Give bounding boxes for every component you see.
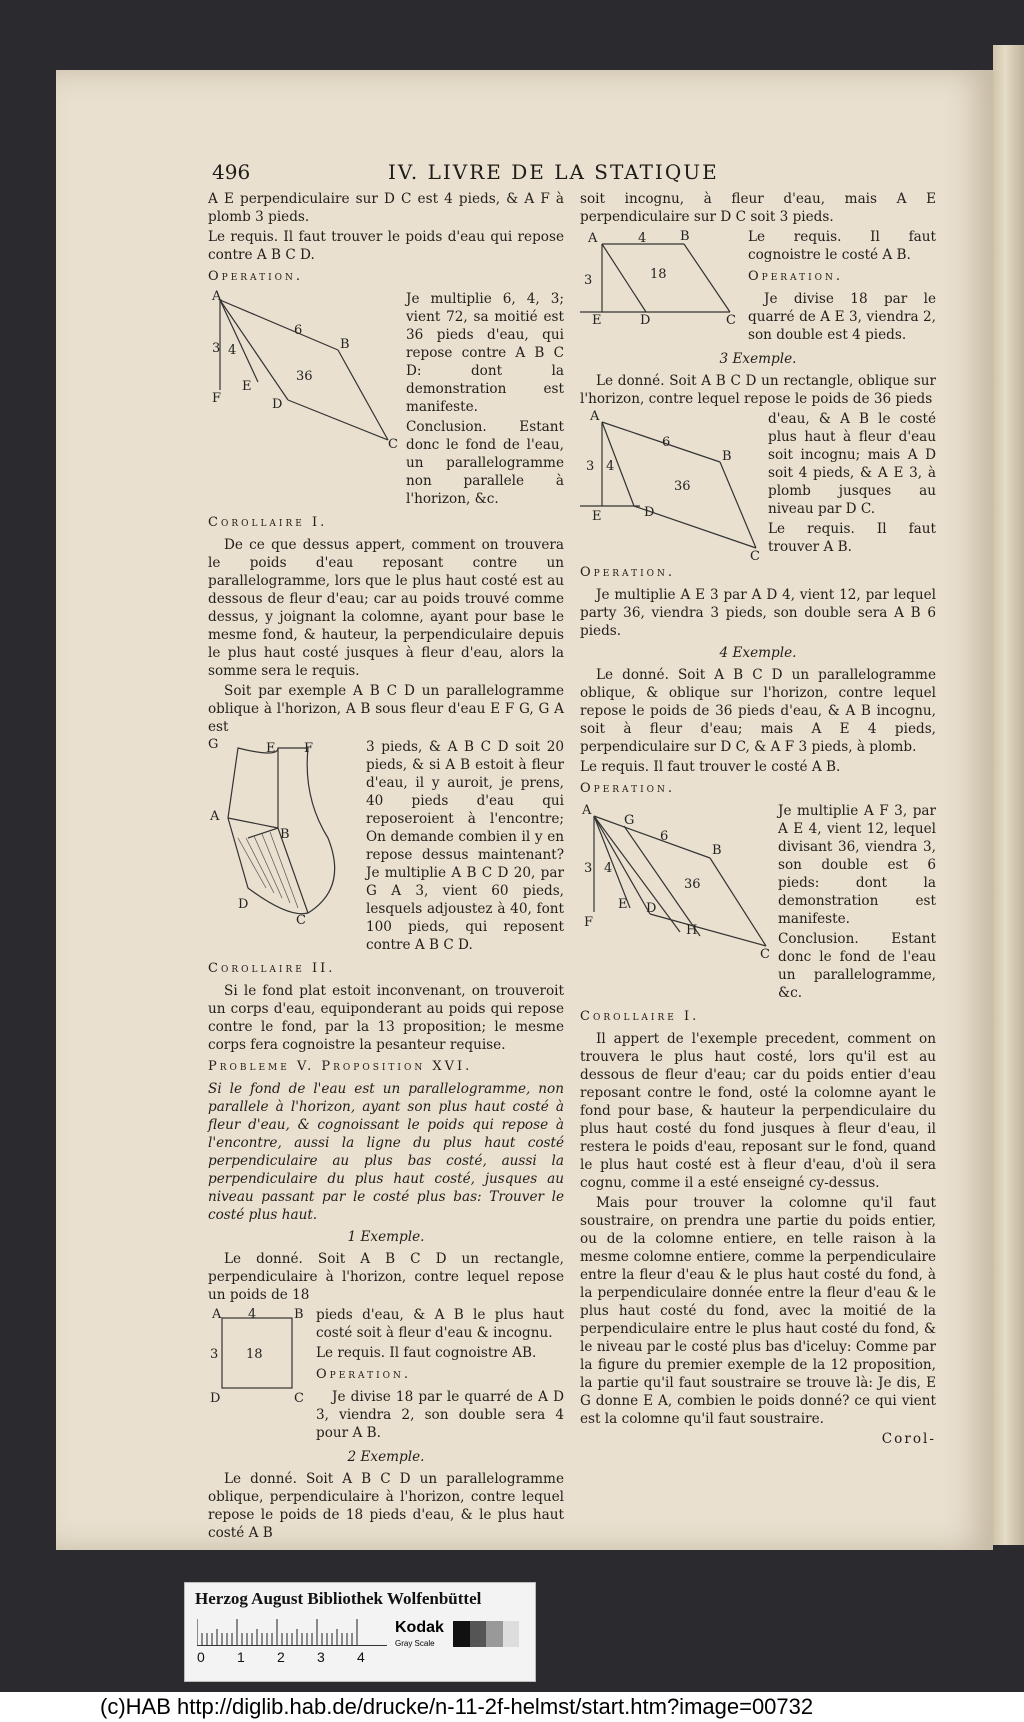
svg-text:D: D [640,313,651,324]
svg-text:E: E [592,313,602,324]
right-column [580,190,936,1450]
svg-text:E: E [618,897,628,912]
svg-text:B: B [294,1307,304,1322]
svg-text:3: 3 [210,1347,219,1362]
section-heading: Corollaire I. [208,515,328,530]
paragraph: Le requis. Il faut trouver le poids d'eau qui repose contre A B C D. [208,229,564,263]
scale-ruler [197,1619,387,1646]
svg-text:E: E [592,509,602,524]
figure-oblique-parallelogram [580,802,770,962]
paragraph: Le requis. Il faut cognoistre le costé A B. [748,229,936,263]
library-name: Herzog August Bibliothek Wolfenbüttel [195,1589,482,1608]
svg-text:6: 6 [662,435,671,450]
catchword: Corol- [881,1431,936,1447]
svg-text:G: G [624,813,635,828]
svg-text:6: 6 [660,829,669,844]
ruler-label: 0 [197,1649,205,1665]
svg-text:36: 36 [296,369,313,384]
paragraph: Conclusion. Estant donc le fond de l'eau un parallelogramme, &c. [778,931,936,1001]
problem-heading: Probleme V. Proposition XVI. [208,1059,473,1074]
svg-text:6: 6 [294,323,303,338]
figure-row [208,290,564,510]
svg-text:A: A [582,803,592,818]
figure-water-vessel [208,738,358,928]
svg-text:D: D [272,397,283,412]
paragraph: Il appert de l'exemple precedent, comment on trouvera le plus haut costé, lors qu'il est au dessous de fleur d'eau; car du poids entier d'eau reposant contre le fond, osté la colomne ayant le fond pour base, & hauteur la perpendiculaire du plus haut costé du fond jusques à fleur d'eau, il restera le poids d'eau, reposant sur le fond, quand le plus haut costé est à fleur d'eau, d'où il sera cognu, comme il a esté enseigné cy-dessus. [580,1031,936,1191]
svg-text:C: C [760,947,770,962]
figure-row [580,410,936,560]
svg-text:4: 4 [638,231,647,246]
paragraph: Le donné. Soit A B C D un rectangle, oblique sur l'horizon, contre lequel repose le poids de 36 pieds [580,373,936,407]
paragraph: Soit par exemple A B C D un parallelogramme oblique à l'horizon, A B sous fleur d'eau E F G, G A est [208,683,564,735]
svg-text:B: B [712,843,722,858]
svg-text:B: B [722,449,732,464]
svg-text:3: 3 [212,341,221,356]
svg-text:D: D [644,505,655,520]
figure-oblique-rectangle [580,410,760,560]
problem-statement: Si le fond de l'eau est un parallelogramme, non parallele à l'horizon, ayant son plus haut costé à fleur d'eau, & cognoissant le poids qui repose à l'encontre, aussi la ligne du plus haut costé perpendiculaire au plus bas costé, aussi la perpendiculaire du plus haut costé, jusques au niveau passant par le costé plus bas: Trouver le costé plus haut. [208,1081,564,1223]
svg-text:F: F [584,915,594,930]
svg-text:A: A [590,410,600,424]
svg-text:D: D [646,901,657,916]
library-color-card [184,1582,536,1682]
page-number: 496 [212,160,251,184]
svg-text:C: C [750,549,760,560]
figure-row [580,802,936,1004]
example-heading: 1 Exemple. [347,1229,425,1245]
svg-text:3: 3 [584,273,593,288]
section-heading: Corollaire II. [208,961,336,976]
paragraph: Si le fond plat estoit inconvenant, on trouveroit un corps d'eau, equiponderant au poids qui repose contre le fond, par la 13 proposition; le mesme corps fera cognoistre la pesanteur requise. [208,983,564,1053]
section-heading: Operation. [580,781,676,796]
svg-text:B: B [280,827,290,842]
ruler-label: 2 [277,1649,285,1665]
svg-text:D: D [238,897,249,912]
example-heading: 4 Exemple. [719,645,797,661]
svg-text:E: E [266,741,276,756]
paragraph: Le requis. Il faut trouver A B. [768,521,936,555]
svg-text:18: 18 [246,1347,263,1362]
svg-text:36: 36 [684,877,701,892]
svg-text:C: C [726,313,736,324]
svg-text:H: H [686,923,698,938]
figure-trapezoid [580,228,740,324]
svg-text:B: B [340,337,350,352]
paragraph: Mais pour trouver la colomne qu'il faut soustraire, on prendra une partie du poids entier, ou de la colomne entiere, en telle raison à la mesme colomne entiere, comme la perpendiculaire entre la fleur d'eau & le plus haut costé du fond, à la perpendiculaire donnée entre la fleur d'eau & le plus haut costé du fond, avec la moitié de la perpendiculaire entre le plus haut costé du fond, & le niveau par le costé plus bas d'iceluy: Comme par la figure du premier exemple de la 12 proposition, la partie qu'il faut soustraire se trouve là: Je dis, E G donne E A, combien le poids donné? ce qui vient est la colomne qu'il faut soustraire. [580,1195,936,1427]
svg-text:36: 36 [674,479,691,494]
page-edge [993,45,1024,1545]
paragraph: Je multiplie A E 3 par A D 4, vient 12, par lequel party 36, viendra 3 pieds, son double sera A B 6 pieds. [580,587,936,639]
ruler-label: 3 [317,1649,325,1665]
svg-text:A: A [588,231,598,246]
section-heading: Operation. [748,269,844,284]
paragraph: soit incognu, à fleur d'eau, mais A E perpendiculaire sur D C soit 3 pieds. [580,191,936,225]
svg-text:G: G [208,738,219,752]
copyright-url: (c)HAB http://diglib.hab.de/drucke/n-11-2f-helmst/start.htm?image=00732 [100,1694,814,1719]
figure-parallelogram-1 [208,290,398,450]
paragraph: Je multiplie 6, 4, 3; vient 72, sa moitié est 36 pieds d'eau, qui repose contre A B C D: dont la demonstration est manifeste. [406,291,564,415]
svg-text:4: 4 [228,343,237,358]
svg-text:C: C [388,437,398,450]
gray-scale-label: Gray Scale [395,1639,435,1648]
paragraph: Le donné. Soit A B C D un rectangle, perpendiculaire à l'horizon, contre lequel repose un poids de 18 [208,1251,564,1303]
svg-text:18: 18 [650,267,667,282]
section-heading: Operation. [580,565,676,580]
svg-text:3: 3 [586,459,595,474]
svg-text:F: F [212,391,222,406]
paragraph: 3 pieds, & A B C D soit 20 pieds, & si A B estoit à fleur d'eau, il y auroit, je prens, 40 pieds d'eau qui reposeroient à l'encontre; On demande combien il y en repose dessus maintenant? Je multiplie A B C D 20, par G A 3, vient 60 pieds, lesquels adjoustez à 40, font 100 pieds, qui reposent contre A B C D. [366,739,564,953]
svg-text:4: 4 [248,1307,257,1322]
svg-text:C: C [296,913,306,928]
paragraph: De ce que dessus appert, comment on trouvera le poids d'eau reposant contre un parallelogramme, lors que le plus haut costé est au dessous de fleur d'eau; car au poids trouvé comme dessus, y joignant la colomne, ayant pour base le mesme fond, & hauteur, la perpendiculaire depuis le plus haut costé jusques à fleur d'eau, alors la somme sera le requis. [208,537,564,679]
section-heading: Operation. [208,269,304,284]
left-column [208,190,564,1544]
svg-text:F: F [304,741,314,756]
example-heading: 2 Exemple. [347,1449,425,1465]
figure-row [208,1306,564,1444]
section-heading: Corollaire I. [580,1009,700,1024]
svg-text:4: 4 [604,861,613,876]
paragraph: Le donné. Soit A B C D un parallelogramme oblique, & oblique sur l'horizon, contre lequel repose le poids de 36 pieds d'eau, & A B incognu, soit à fleur d'eau; mais A E 4 pieds, perpendiculaire sur D C, & A F 3 pieds, à plomb. [580,667,936,755]
paragraph: Le requis. Il faut trouver le costé A B. [580,759,841,775]
svg-text:E: E [242,379,252,394]
paragraph: Je multiplie A F 3, par A E 4, vient 12, lequel divisant 36, viendra 3, son double est 6 pieds: dont la demonstration est manifeste. [778,803,936,927]
svg-text:B: B [680,229,690,244]
paragraph: Conclusion. Estant donc le fond de l'eau, un parallelogramme non parallele à l'horizon, &c. [406,419,564,507]
paragraph: Le donné. Soit A B C D un parallelogramme oblique, perpendiculaire à l'horizon, contre lequel repose le poids de 18 pieds d'eau, & le plus haut costé A B [208,1471,564,1541]
paragraph: d'eau, & A B le costé plus haut à fleur d'eau soit incognu; mais A D soit 4 pieds, & A E 3, à plomb jusques au niveau par D C. [768,411,936,517]
paragraph: A E perpendiculaire sur D C est 4 pieds, & A F à plomb 3 pieds. [208,191,564,225]
running-head: IV. LIVRE DE LA STATIQUE [388,160,719,184]
gray-scale-patches [453,1621,519,1647]
svg-text:A: A [212,290,222,304]
figure-row [580,228,936,346]
svg-text:3: 3 [584,861,593,876]
svg-text:D: D [210,1391,221,1402]
paragraph: Je divise 18 par le quarré de A D 3, viendra 2, son double sera 4 pour A B. [316,1389,564,1441]
paragraph: pieds d'eau, & A B le plus haut costé soit à fleur d'eau & incognu. [316,1307,564,1341]
svg-text:A: A [210,809,220,824]
section-heading: Operation. [316,1367,412,1382]
kodak-logo: Kodak [395,1619,444,1636]
svg-text:C: C [294,1391,304,1402]
paragraph: Le requis. Il faut cognoistre AB. [316,1345,537,1361]
figure-row [208,738,564,956]
example-heading: 3 Exemple. [719,351,797,367]
svg-text:4: 4 [606,459,615,474]
svg-text:A: A [212,1307,222,1322]
ruler-label: 1 [237,1649,245,1665]
paragraph: Je divise 18 par le quarré de A E 3, viendra 2, son double est 4 pieds. [748,291,936,343]
figure-rectangle-1 [208,1306,308,1402]
ruler-label: 4 [357,1649,365,1665]
